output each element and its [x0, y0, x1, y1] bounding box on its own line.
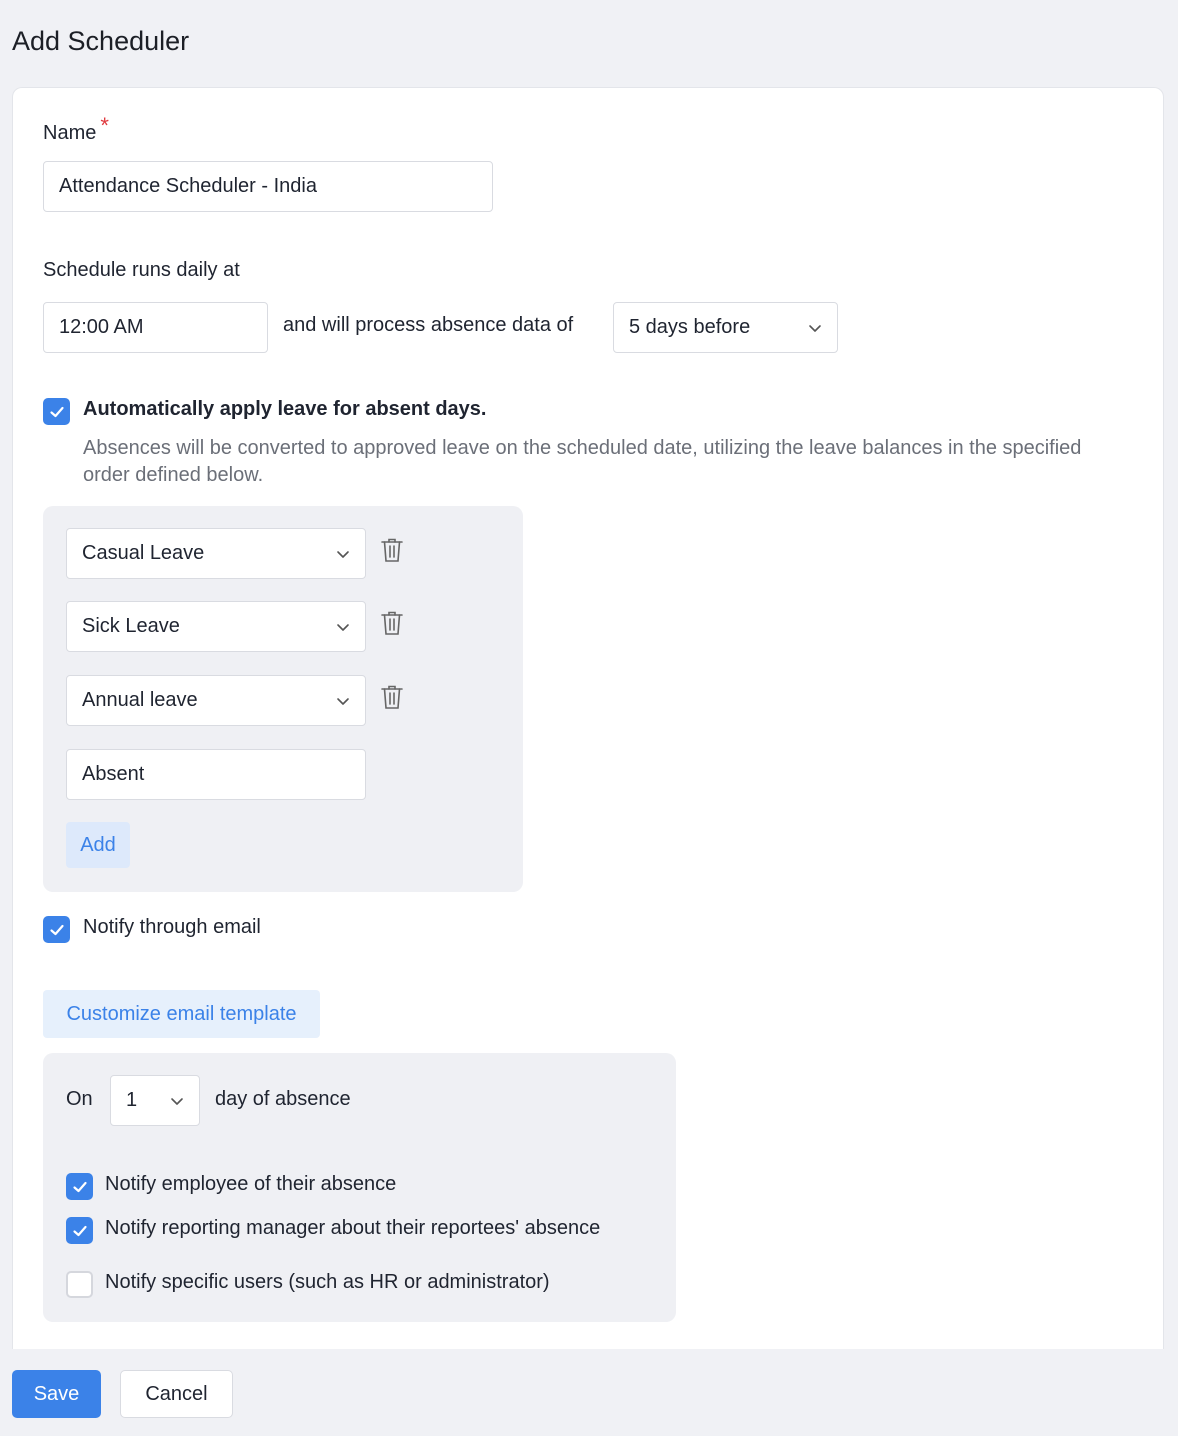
name-input-value: Attendance Scheduler - India	[59, 175, 317, 197]
chevron-down-icon	[336, 620, 350, 634]
notify-manager-label: Notify reporting manager about their reportees' absence	[105, 1217, 601, 1239]
leave-type-select-3[interactable]	[66, 675, 366, 726]
name-label	[43, 113, 109, 145]
absent-field	[66, 749, 366, 800]
days-before-select[interactable]	[613, 302, 838, 353]
name-input[interactable]	[43, 161, 493, 212]
auto-leave-checkbox[interactable]	[43, 398, 70, 425]
leave-type-select-2[interactable]	[66, 601, 366, 652]
check-icon	[48, 403, 66, 421]
day-select[interactable]	[110, 1075, 200, 1126]
day-select-value: 1	[126, 1089, 138, 1111]
notify-options-panel	[43, 1053, 676, 1322]
day-suffix-label: day of absence	[215, 1088, 351, 1110]
chevron-down-icon	[808, 321, 822, 335]
check-icon	[71, 1222, 89, 1240]
auto-leave-description: Absences will be converted to approved leave on the scheduled date, utilizing the leave balances in the specified order defined below.	[83, 437, 1082, 486]
customize-email-template-button[interactable]: Customize email template	[43, 990, 320, 1038]
trash-icon[interactable]	[380, 537, 404, 563]
time-input[interactable]	[43, 302, 268, 353]
scheduler-form	[12, 87, 1164, 1349]
leave-type-value: Annual leave	[82, 689, 198, 711]
auto-leave-label: Automatically apply leave for absent days.	[83, 398, 487, 420]
chevron-down-icon	[336, 694, 350, 708]
on-label: On	[66, 1088, 93, 1110]
schedule-connector-text: and will process absence data of	[283, 314, 574, 336]
notify-specific-users-label: Notify specific users (such as HR or administrator)	[105, 1271, 550, 1293]
chevron-down-icon	[170, 1094, 184, 1108]
chevron-down-icon	[336, 547, 350, 561]
days-before-value: 5 days before	[629, 316, 751, 338]
check-icon	[48, 921, 66, 939]
leave-type-value: Sick Leave	[82, 615, 180, 637]
notify-email-checkbox[interactable]	[43, 916, 70, 943]
notify-employee-checkbox[interactable]	[66, 1173, 93, 1200]
trash-icon[interactable]	[380, 684, 404, 710]
check-icon	[71, 1178, 89, 1196]
leave-type-value: Casual Leave	[82, 542, 205, 564]
notify-employee-label: Notify employee of their absence	[105, 1173, 397, 1195]
leave-type-select-1[interactable]	[66, 528, 366, 579]
notify-email-label: Notify through email	[83, 916, 261, 938]
schedule-label: Schedule runs daily at	[43, 259, 240, 281]
time-input-value: 12:00 AM	[59, 316, 144, 338]
name-label-text: Name	[43, 122, 97, 144]
add-leave-button[interactable]: Add	[66, 822, 130, 868]
cancel-button[interactable]: Cancel	[120, 1370, 233, 1418]
trash-icon[interactable]	[380, 610, 404, 636]
save-button[interactable]: Save	[12, 1370, 101, 1418]
absent-field-value: Absent	[82, 763, 145, 785]
page-title: Add Scheduler	[12, 26, 190, 56]
notify-manager-checkbox[interactable]	[66, 1217, 93, 1244]
notify-specific-users-checkbox[interactable]	[66, 1271, 93, 1298]
required-mark: *	[100, 113, 109, 138]
leave-order-panel	[43, 506, 523, 892]
